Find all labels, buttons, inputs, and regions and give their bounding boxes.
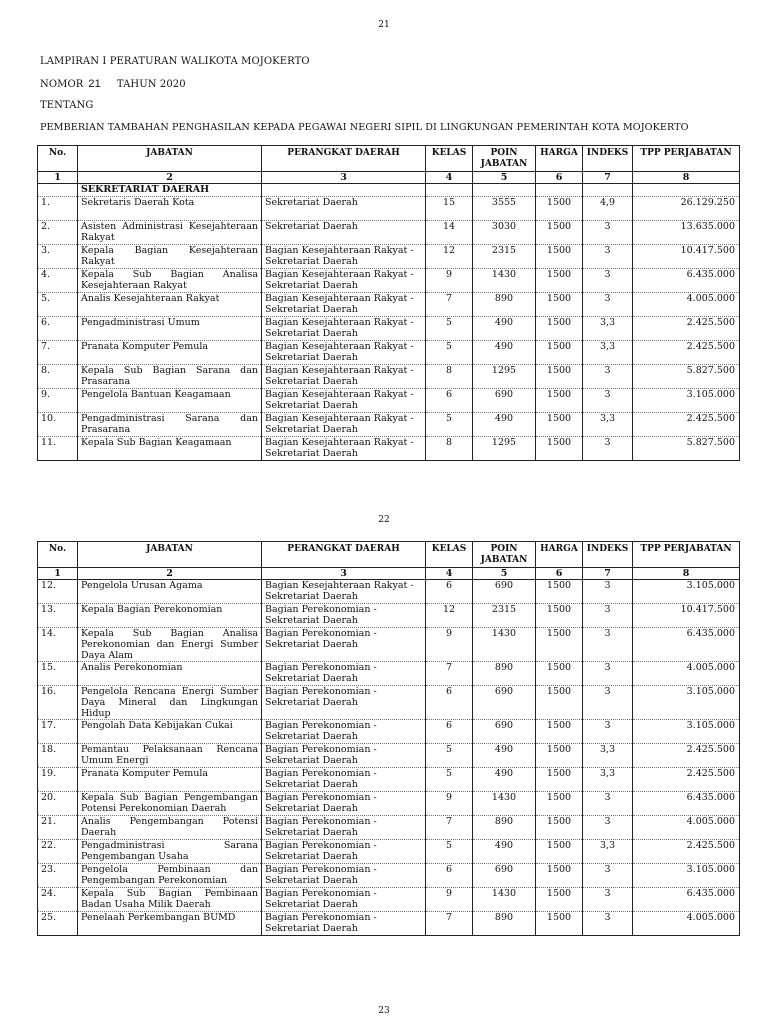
cell-jabatan: Pengelola Rencana Energi Sumber Daya Mineral dan Lingkungan Hidup: [78, 686, 262, 720]
cell-harga: 1500: [536, 293, 583, 317]
colnum: 7: [583, 172, 633, 184]
cell-no: 10.: [38, 413, 78, 437]
cell-poin: 690: [473, 864, 536, 888]
colnum: 1: [38, 568, 78, 580]
cell-poin: 690: [473, 389, 536, 413]
colnum: 2: [78, 172, 262, 184]
cell-perangkat: Sekretariat Daerah: [262, 197, 426, 221]
cell-harga: 1500: [536, 365, 583, 389]
cell-tpp: 3.105.000: [633, 720, 740, 744]
table-row: [38, 768, 740, 792]
cell-poin: 490: [473, 317, 536, 341]
cell-tpp: 5.827.500: [633, 437, 740, 461]
tpp-table-page-22: [37, 541, 740, 936]
cell-tpp: 2.425.500: [633, 413, 740, 437]
cell-kelas: 8: [426, 437, 473, 461]
cell-tpp: 2.425.500: [633, 744, 740, 768]
col-tpp-header: TPP PERJABATAN: [633, 542, 740, 568]
cell-poin: 890: [473, 293, 536, 317]
cell-jabatan: Kepala Sub Bagian Analisa Perekonomian dan Energi Sumber Daya Alam: [78, 628, 262, 662]
cell-jabatan: Pranata Komputer Pemula: [78, 768, 262, 792]
cell-harga: 1500: [536, 269, 583, 293]
section-title: SEKRETARIAT DAERAH: [78, 184, 262, 197]
cell-poin: 1430: [473, 628, 536, 662]
page-number-bottom: 23: [378, 1006, 390, 1016]
cell-indeks: 3: [583, 269, 633, 293]
col-no-header: No.: [38, 146, 78, 172]
cell-no: 22.: [38, 840, 78, 864]
cell-tpp: 2.425.500: [633, 840, 740, 864]
table-row: [38, 840, 740, 864]
cell-no: 15.: [38, 662, 78, 686]
cell-harga: 1500: [536, 317, 583, 341]
cell-no: 6.: [38, 317, 78, 341]
cell-tpp: 6.435.000: [633, 628, 740, 662]
table-row: [38, 221, 740, 245]
cell-perangkat: Bagian Kesejahteraan Rakyat - Sekretariat Daerah: [262, 269, 426, 293]
cell-kelas: 5: [426, 413, 473, 437]
cell-harga: 1500: [536, 580, 583, 604]
cell-tpp: 4.005.000: [633, 816, 740, 840]
cell-no: 1.: [38, 197, 78, 221]
cell-harga: 1500: [536, 792, 583, 816]
table-row: [38, 816, 740, 840]
cell-indeks: 3: [583, 221, 633, 245]
cell-no: 13.: [38, 604, 78, 628]
col-kelas-header: KELAS: [426, 542, 473, 568]
page-number-top: 21: [378, 20, 390, 30]
colnum: 8: [633, 568, 740, 580]
cell-indeks: 3: [583, 628, 633, 662]
cell-indeks: 3: [583, 604, 633, 628]
cell-tpp: 13.635.000: [633, 221, 740, 245]
cell-kelas: 9: [426, 269, 473, 293]
cell-harga: 1500: [536, 840, 583, 864]
cell-poin: 2315: [473, 604, 536, 628]
cell-tpp: 3.105.000: [633, 686, 740, 720]
cell-kelas: 8: [426, 365, 473, 389]
cell-poin: 490: [473, 744, 536, 768]
cell-harga: 1500: [536, 720, 583, 744]
cell-kelas: 6: [426, 864, 473, 888]
cell-jabatan: Pengelola Urusan Agama: [78, 580, 262, 604]
col-jabatan-header: JABATAN: [78, 146, 262, 172]
table-row: [38, 662, 740, 686]
cell-poin: 890: [473, 912, 536, 936]
cell-jabatan: Analis Pengembangan Potensi Daerah: [78, 816, 262, 840]
cell-indeks: 3: [583, 365, 633, 389]
cell-no: 20.: [38, 792, 78, 816]
cell-jabatan: Kepala Sub Bagian Keagamaan: [78, 437, 262, 461]
cell-poin: 490: [473, 413, 536, 437]
cell-no: 19.: [38, 768, 78, 792]
cell-no: 14.: [38, 628, 78, 662]
cell-kelas: 6: [426, 389, 473, 413]
cell-tpp: 10.417.500: [633, 245, 740, 269]
col-perangkat-header: PERANGKAT DAERAH: [262, 542, 426, 568]
cell-indeks: 3: [583, 245, 633, 269]
document-title: PEMBERIAN TAMBAHAN PENGHASILAN KEPADA PEGAWAI NEGERI SIPIL DI LINGKUNGAN PEMERINTAH KOTA MOJOKERTO: [40, 122, 689, 133]
cell-poin: 690: [473, 720, 536, 744]
cell-no: 23.: [38, 864, 78, 888]
table-row: [38, 197, 740, 221]
cell-perangkat: Bagian Perekonomian - Sekretariat Daerah: [262, 686, 426, 720]
cell-no: 17.: [38, 720, 78, 744]
cell-perangkat: Bagian Kesejahteraan Rakyat - Sekretariat Daerah: [262, 341, 426, 365]
cell-kelas: 5: [426, 768, 473, 792]
cell-perangkat: Bagian Perekonomian - Sekretariat Daerah: [262, 840, 426, 864]
cell-indeks: 3: [583, 437, 633, 461]
cell-jabatan: Pengadministrasi Umum: [78, 317, 262, 341]
table-row: [38, 792, 740, 816]
cell-tpp: 10.417.500: [633, 604, 740, 628]
cell-indeks: 3: [583, 792, 633, 816]
cell-kelas: 5: [426, 341, 473, 365]
cell-no: 12.: [38, 580, 78, 604]
colnum: 5: [473, 568, 536, 580]
cell-kelas: 5: [426, 744, 473, 768]
cell-perangkat: Bagian Perekonomian - Sekretariat Daerah: [262, 720, 426, 744]
cell-perangkat: Bagian Perekonomian - Sekretariat Daerah: [262, 888, 426, 912]
cell-harga: 1500: [536, 245, 583, 269]
cell-perangkat: Bagian Kesejahteraan Rakyat - Sekretariat Daerah: [262, 317, 426, 341]
cell-no: 18.: [38, 744, 78, 768]
table-row: [38, 317, 740, 341]
cell-tpp: 2.425.500: [633, 317, 740, 341]
cell-indeks: 3,3: [583, 744, 633, 768]
cell-jabatan: Pengadministrasi Sarana Pengembangan Usaha: [78, 840, 262, 864]
cell-harga: 1500: [536, 744, 583, 768]
cell-tpp: 2.425.500: [633, 768, 740, 792]
page-number-middle: 22: [378, 515, 390, 525]
cell-perangkat: Bagian Perekonomian - Sekretariat Daerah: [262, 864, 426, 888]
cell-kelas: 7: [426, 293, 473, 317]
cell-harga: 1500: [536, 604, 583, 628]
cell-jabatan: Pengelola Bantuan Keagamaan: [78, 389, 262, 413]
cell-perangkat: Bagian Perekonomian - Sekretariat Daerah: [262, 662, 426, 686]
cell-jabatan: Pengolah Data Kebijakan Cukai: [78, 720, 262, 744]
table-row: [38, 888, 740, 912]
cell-indeks: 3,3: [583, 413, 633, 437]
cell-jabatan: Kepala Bagian Kesejahteraan Rakyat: [78, 245, 262, 269]
colnum: 5: [473, 172, 536, 184]
cell-jabatan: Pengadministrasi Sarana dan Prasarana: [78, 413, 262, 437]
cell-perangkat: Bagian Kesejahteraan Rakyat - Sekretariat Daerah: [262, 580, 426, 604]
cell-jabatan: Kepala Sub Bagian Pengembangan Potensi Perekonomian Daerah: [78, 792, 262, 816]
cell-perangkat: Bagian Kesejahteraan Rakyat - Sekretariat Daerah: [262, 413, 426, 437]
cell-indeks: 4,9: [583, 197, 633, 221]
table-row: [38, 912, 740, 936]
cell-kelas: 9: [426, 888, 473, 912]
nomor-value: 21: [88, 78, 101, 90]
cell-jabatan: Asisten Administrasi Kesejahteraan Rakyat: [78, 221, 262, 245]
table-row: [38, 580, 740, 604]
table-row: [38, 720, 740, 744]
cell-tpp: 6.435.000: [633, 888, 740, 912]
cell-harga: 1500: [536, 221, 583, 245]
cell-jabatan: Pemantau Pelaksanaan Rencana Umum Energi: [78, 744, 262, 768]
cell-perangkat: Bagian Perekonomian - Sekretariat Daerah: [262, 816, 426, 840]
cell-indeks: 3: [583, 888, 633, 912]
cell-no: 21.: [38, 816, 78, 840]
cell-poin: 1430: [473, 269, 536, 293]
cell-tpp: 3.105.000: [633, 864, 740, 888]
cell-tpp: 5.827.500: [633, 365, 740, 389]
cell-poin: 490: [473, 341, 536, 365]
cell-harga: 1500: [536, 768, 583, 792]
cell-no: 24.: [38, 888, 78, 912]
cell-tpp: 6.435.000: [633, 269, 740, 293]
cell-perangkat: Bagian Kesejahteraan Rakyat - Sekretariat Daerah: [262, 437, 426, 461]
col-poin-header: POIN JABATAN: [473, 146, 536, 172]
table-header-row: [38, 146, 740, 172]
cell-jabatan: Sekretaris Daerah Kota: [78, 197, 262, 221]
cell-kelas: 12: [426, 245, 473, 269]
cell-indeks: 3: [583, 686, 633, 720]
col-indeks-header: INDEKS: [583, 146, 633, 172]
cell-jabatan: Kepala Bagian Perekonomian: [78, 604, 262, 628]
cell-no: 11.: [38, 437, 78, 461]
cell-no: 3.: [38, 245, 78, 269]
cell-poin: 890: [473, 662, 536, 686]
cell-tpp: 4.005.000: [633, 293, 740, 317]
cell-kelas: 6: [426, 580, 473, 604]
cell-indeks: 3,3: [583, 341, 633, 365]
cell-poin: 3555: [473, 197, 536, 221]
cell-tpp: 26.129.250: [633, 197, 740, 221]
col-harga-header: HARGA: [536, 542, 583, 568]
cell-indeks: 3,3: [583, 840, 633, 864]
cell-poin: 490: [473, 840, 536, 864]
col-perangkat-header: PERANGKAT DAERAH: [262, 146, 426, 172]
cell-poin: 1430: [473, 792, 536, 816]
cell-harga: 1500: [536, 413, 583, 437]
cell-perangkat: Bagian Perekonomian - Sekretariat Daerah: [262, 912, 426, 936]
cell-harga: 1500: [536, 628, 583, 662]
cell-poin: 690: [473, 580, 536, 604]
cell-indeks: 3: [583, 720, 633, 744]
col-indeks-header: INDEKS: [583, 542, 633, 568]
cell-no: 4.: [38, 269, 78, 293]
cell-perangkat: Bagian Perekonomian - Sekretariat Daerah: [262, 744, 426, 768]
cell-perangkat: Sekretariat Daerah: [262, 221, 426, 245]
cell-kelas: 9: [426, 792, 473, 816]
cell-poin: 890: [473, 816, 536, 840]
cell-harga: 1500: [536, 912, 583, 936]
cell-poin: 1295: [473, 437, 536, 461]
colnum: 7: [583, 568, 633, 580]
cell-jabatan: Penelaah Perkembangan BUMD: [78, 912, 262, 936]
table-row: [38, 437, 740, 461]
colnum: 4: [426, 568, 473, 580]
col-jabatan-header: JABATAN: [78, 542, 262, 568]
nomor-line: [40, 78, 186, 90]
cell-no: 9.: [38, 389, 78, 413]
colnum: 3: [262, 568, 426, 580]
table-row: [38, 686, 740, 720]
colnum: 2: [78, 568, 262, 580]
cell-jabatan: Kepala Sub Bagian Sarana dan Prasarana: [78, 365, 262, 389]
column-number-row: [38, 172, 740, 184]
cell-perangkat: Bagian Perekonomian - Sekretariat Daerah: [262, 792, 426, 816]
cell-kelas: 7: [426, 912, 473, 936]
cell-perangkat: Bagian Perekonomian - Sekretariat Daerah: [262, 768, 426, 792]
table-row: [38, 604, 740, 628]
tpp-table-page-21: [37, 145, 740, 461]
cell-perangkat: Bagian Kesejahteraan Rakyat - Sekretariat Daerah: [262, 293, 426, 317]
table-row: [38, 293, 740, 317]
cell-indeks: 3: [583, 293, 633, 317]
cell-jabatan: Analis Kesejahteraan Rakyat: [78, 293, 262, 317]
cell-tpp: 4.005.000: [633, 912, 740, 936]
colnum: 8: [633, 172, 740, 184]
lampiran-heading: LAMPIRAN I PERATURAN WALIKOTA MOJOKERTO: [40, 56, 310, 67]
cell-indeks: 3,3: [583, 768, 633, 792]
table-header-row: [38, 542, 740, 568]
cell-indeks: 3,3: [583, 317, 633, 341]
cell-perangkat: Bagian Perekonomian - Sekretariat Daerah: [262, 604, 426, 628]
cell-no: 7.: [38, 341, 78, 365]
cell-kelas: 15: [426, 197, 473, 221]
table-row: [38, 744, 740, 768]
cell-indeks: 3: [583, 864, 633, 888]
cell-tpp: 4.005.000: [633, 662, 740, 686]
cell-perangkat: Bagian Perekonomian - Sekretariat Daerah: [262, 628, 426, 662]
table-row: [38, 341, 740, 365]
col-no-header: No.: [38, 542, 78, 568]
cell-harga: 1500: [536, 816, 583, 840]
table-row: [38, 245, 740, 269]
cell-kelas: 6: [426, 720, 473, 744]
cell-indeks: 3: [583, 389, 633, 413]
cell-indeks: 3: [583, 662, 633, 686]
col-poin-header: POIN JABATAN: [473, 542, 536, 568]
cell-poin: 690: [473, 686, 536, 720]
table-row: [38, 628, 740, 662]
cell-jabatan: Pranata Komputer Pemula: [78, 341, 262, 365]
cell-kelas: 9: [426, 628, 473, 662]
tentang-label: TENTANG: [40, 100, 94, 111]
cell-jabatan: Kepala Sub Bagian Analisa Kesejahteraan Rakyat: [78, 269, 262, 293]
cell-harga: 1500: [536, 662, 583, 686]
cell-no: 2.: [38, 221, 78, 245]
cell-poin: 1430: [473, 888, 536, 912]
table-row: [38, 389, 740, 413]
cell-no: 5.: [38, 293, 78, 317]
cell-tpp: 3.105.000: [633, 389, 740, 413]
cell-jabatan: Kepala Sub Bagian Pembinaan Badan Usaha Milik Daerah: [78, 888, 262, 912]
cell-harga: 1500: [536, 864, 583, 888]
cell-poin: 1295: [473, 365, 536, 389]
cell-kelas: 14: [426, 221, 473, 245]
column-number-row: [38, 568, 740, 580]
cell-kelas: 7: [426, 816, 473, 840]
cell-kelas: 6: [426, 686, 473, 720]
cell-jabatan: Analis Perekonomian: [78, 662, 262, 686]
col-harga-header: HARGA: [536, 146, 583, 172]
cell-perangkat: Bagian Kesejahteraan Rakyat - Sekretariat Daerah: [262, 245, 426, 269]
table-row: [38, 413, 740, 437]
col-tpp-header: TPP PERJABATAN: [633, 146, 740, 172]
cell-no: 8.: [38, 365, 78, 389]
cell-perangkat: Bagian Kesejahteraan Rakyat - Sekretariat Daerah: [262, 365, 426, 389]
section-row: [38, 184, 740, 197]
cell-indeks: 3: [583, 580, 633, 604]
cell-no: 25.: [38, 912, 78, 936]
cell-tpp: 3.105.000: [633, 580, 740, 604]
cell-poin: 490: [473, 768, 536, 792]
colnum: 1: [38, 172, 78, 184]
cell-harga: 1500: [536, 686, 583, 720]
table-row: [38, 864, 740, 888]
cell-poin: 2315: [473, 245, 536, 269]
cell-kelas: 12: [426, 604, 473, 628]
cell-perangkat: Bagian Kesejahteraan Rakyat - Sekretariat Daerah: [262, 389, 426, 413]
colnum: 6: [536, 172, 583, 184]
cell-harga: 1500: [536, 389, 583, 413]
table-row: [38, 365, 740, 389]
cell-jabatan: Pengelola Pembinaan dan Pengembangan Perekonomian: [78, 864, 262, 888]
table-row: [38, 269, 740, 293]
cell-harga: 1500: [536, 341, 583, 365]
cell-kelas: 5: [426, 317, 473, 341]
tahun-label: TAHUN 2020: [116, 79, 186, 90]
colnum: 3: [262, 172, 426, 184]
col-kelas-header: KELAS: [426, 146, 473, 172]
colnum: 4: [426, 172, 473, 184]
cell-kelas: 5: [426, 840, 473, 864]
cell-harga: 1500: [536, 197, 583, 221]
nomor-label: NOMOR: [40, 79, 84, 90]
cell-no: 16.: [38, 686, 78, 720]
colnum: 6: [536, 568, 583, 580]
cell-harga: 1500: [536, 888, 583, 912]
cell-indeks: 3: [583, 816, 633, 840]
cell-poin: 3030: [473, 221, 536, 245]
cell-kelas: 7: [426, 662, 473, 686]
cell-tpp: 6.435.000: [633, 792, 740, 816]
cell-tpp: 2.425.500: [633, 341, 740, 365]
cell-harga: 1500: [536, 437, 583, 461]
cell-indeks: 3: [583, 912, 633, 936]
